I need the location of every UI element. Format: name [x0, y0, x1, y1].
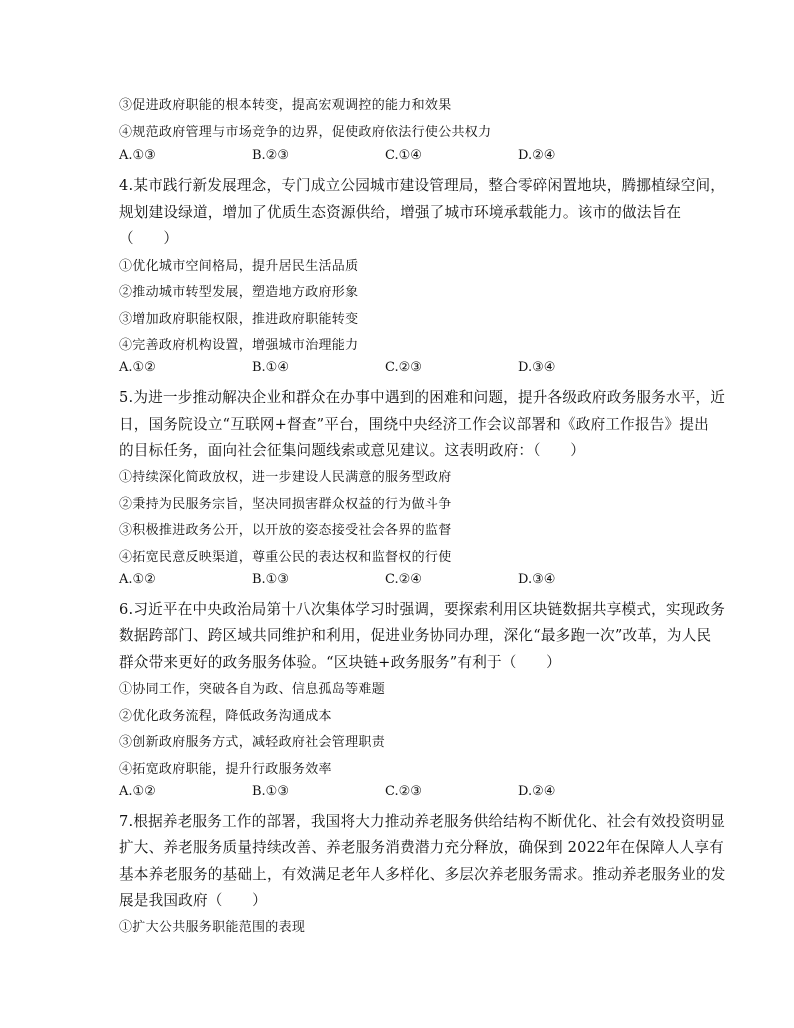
q4-option-1: ①优化城市空间格局，提升居民生活品质	[119, 259, 359, 274]
q4-stem-line-1: 4.某市践行新发展理念，专门成立公园城市建设管理局，整合零碎闲置地块，腾挪植绿空间，	[119, 177, 726, 194]
q5-choices	[119, 572, 679, 590]
q6-choice-a: A.①②	[119, 784, 156, 799]
q3-choices	[119, 148, 679, 166]
q6-choices	[119, 784, 679, 802]
q5-option-1: ①持续深化简政放权，进一步建设人民满意的服务型政府	[119, 470, 452, 485]
q7-stem-line-2: 扩大、养老服务质量持续改善、养老服务消费潜力充分释放，确保到 2022年在保障人人享有	[119, 839, 724, 856]
q3-choice-d: D.②④	[518, 148, 556, 163]
q4-choice-d: D.③④	[518, 360, 556, 375]
q4-stem-line-2: 规划建设绿道，增加了优质生态资源供给，增强了城市环境承载能力。该市的做法旨在	[119, 204, 682, 221]
q5-option-4: ④拓宽民意反映渠道，尊重公民的表达权和监督权的行使	[119, 550, 452, 565]
q4-choice-b: B.①④	[252, 360, 289, 375]
q4-option-4: ④完善政府机构设置，增强城市治理能力	[119, 338, 359, 353]
q5-stem-line-1: 5.为进一步推动解决企业和群众在办事中遇到的困难和问题，提升各级政府政务服务水平，近	[119, 389, 726, 406]
q4-option-3: ③增加政府职能权限，推进政府职能转变	[119, 312, 359, 327]
q6-option-1: ①协同工作，突破各自为政、信息孤岛等难题	[119, 682, 386, 697]
q4-choice-a: A.①②	[119, 360, 156, 375]
q3-choice-c: C.①④	[385, 148, 422, 163]
q6-option-4: ④拓宽政府职能，提升行政服务效率	[119, 762, 332, 777]
q7-option-1: ①扩大公共服务职能范围的表现	[119, 920, 306, 935]
q7-stem-line-1: 7.根据养老服务工作的部署，我国将大力推动养老服务供给结构不断优化、社会有效投资明显	[119, 813, 726, 830]
q5-choice-b: B.①③	[252, 572, 289, 587]
q6-option-3: ③创新政府服务方式，减轻政府社会管理职责	[119, 735, 386, 750]
q4-choices	[119, 360, 679, 378]
q6-choice-c: C.②③	[385, 784, 422, 799]
q6-stem-line-1: 6.习近平在中央政治局第十八次集体学习时强调，要探索利用区块链数据共享模式，实现政务	[119, 601, 726, 618]
q4-choice-c: C.②③	[385, 360, 422, 375]
q5-stem-line-2: 日，国务院设立“互联网+督查”平台，围绕中央经济工作会议部署和《政府工作报告》提出	[119, 416, 709, 433]
q7-stem-line-3: 基本养老服务的基础上，有效满足老年人多样化、多层次养老服务需求。推动养老服务业的发	[119, 866, 726, 883]
q6-option-2: ②优化政务流程，降低政务沟通成本	[119, 709, 332, 724]
q5-choice-a: A.①②	[119, 572, 156, 587]
q6-choice-b: B.①③	[252, 784, 289, 799]
q5-choice-d: D.③④	[518, 572, 556, 587]
q5-option-3: ③积极推进政务公开，以开放的姿态接受社会各界的监督	[119, 523, 452, 538]
q5-stem-line-3: 的目标任务，面向社会征集问题线索或意见建议。这表明政府：（ ）	[119, 442, 586, 459]
q3-choice-b: B.②③	[252, 148, 289, 163]
q3-option-3: ③促进政府职能的根本转变，提高宏观调控的能力和效果	[119, 98, 452, 113]
q4-stem-line-3: （ ）	[119, 230, 179, 247]
q6-stem-line-3: 群众带来更好的政务服务体验。“区块链+政务服务”有利于（ ）	[119, 654, 561, 671]
q7-stem-line-4: 展是我国政府（ ）	[119, 892, 267, 909]
q5-option-2: ②秉持为民服务宗旨，坚决同损害群众权益的行为做斗争	[119, 497, 452, 512]
q6-choice-d: D.②④	[518, 784, 556, 799]
q4-option-2: ②推动城市转型发展，塑造地方政府形象	[119, 285, 359, 300]
q3-choice-a: A.①③	[119, 148, 156, 163]
q5-choice-c: C.②④	[385, 572, 422, 587]
q6-stem-line-2: 数据跨部门、跨区域共同维护和利用，促进业务协同办理，深化“最多跑一次”改革，为人民	[119, 627, 712, 644]
q3-option-4: ④规范政府管理与市场竞争的边界，促使政府依法行使公共权力	[119, 125, 492, 140]
